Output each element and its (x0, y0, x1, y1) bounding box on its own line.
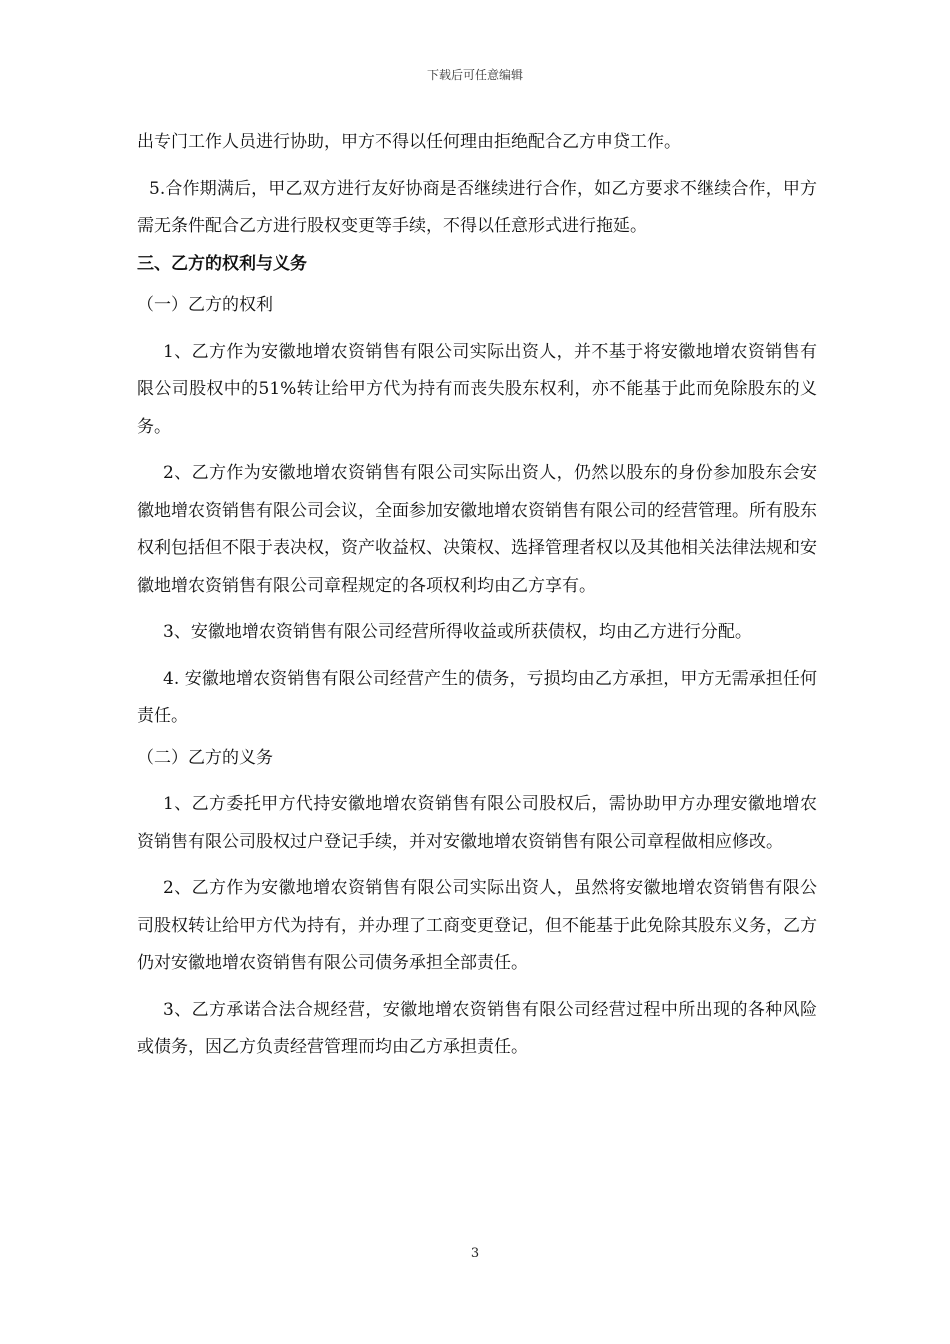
rights-item-4: 4. 安徽地增农资销售有限公司经营产生的债务，亏损均由乙方承担，甲方无需承担任何责任。 (137, 668, 817, 726)
paragraph-item-5: 5.合作期满后，甲乙双方进行友好协商是否继续进行合作，如乙方要求不继续合作，甲方需无条件配合乙方进行股权变更等手续，不得以任意形式进行拖延。 (137, 178, 817, 236)
rights-item-1: 1、乙方作为安徽地增农资销售有限公司实际出资人，并不基于将安徽地增农资销售有限公司股权中的51%转让给甲方代为持有而丧失股东权利，亦不能基于此而免除股东的义务。 (137, 341, 817, 437)
rights-item-2: 2、乙方作为安徽地增农资销售有限公司实际出资人，仍然以股东的身份参加股东会安徽地增农资销售有限公司会议，全面参加安徽地增农资销售有限公司的经营管理。所有股东权利包括但不限于表决权，资产收益权、决策权、选择管理者权以及其他相关法律法规和安徽地增农资销售有限公司章程规定的各项权利均由乙方享有。 (137, 463, 817, 596)
subsection-heading-rights: （一）乙方的权利 (137, 295, 273, 315)
page-number: 3 (470, 1246, 480, 1261)
obligations-item-3: 3、乙方承诺合法合规经营，安徽地增农资销售有限公司经营过程中所出现的各种风险或债务，因乙方负责经营管理而均由乙方承担责任。 (137, 999, 817, 1057)
obligations-item-1: 1、乙方委托甲方代持安徽地增农资销售有限公司股权后，需协助甲方办理安徽地增农资销售有限公司股权过户登记手续，并对安徽地增农资销售有限公司章程做相应修改。 (137, 794, 817, 852)
document-body (137, 124, 817, 1067)
page-header: 下载后可任意编辑 (426, 68, 523, 82)
section-heading: 三、乙方的权利与义务 (137, 253, 307, 274)
rights-item-3: 3、安徽地增农资销售有限公司经营所得收益或所获债权，均由乙方进行分配。 (163, 622, 752, 642)
obligations-item-2: 2、乙方作为安徽地增农资销售有限公司实际出资人，虽然将安徽地增农资销售有限公司股权转让给甲方代为持有，并办理了工商变更登记，但不能基于此免除其股东义务，乙方仍对安徽地增农资销售有限公司债务承担全部责任。 (137, 878, 817, 973)
paragraph-continuation: 出专门工作人员进行协助，甲方不得以任何理由拒绝配合乙方申贷工作。 (137, 132, 681, 152)
subsection-heading-obligations: （二）乙方的义务 (137, 747, 273, 768)
